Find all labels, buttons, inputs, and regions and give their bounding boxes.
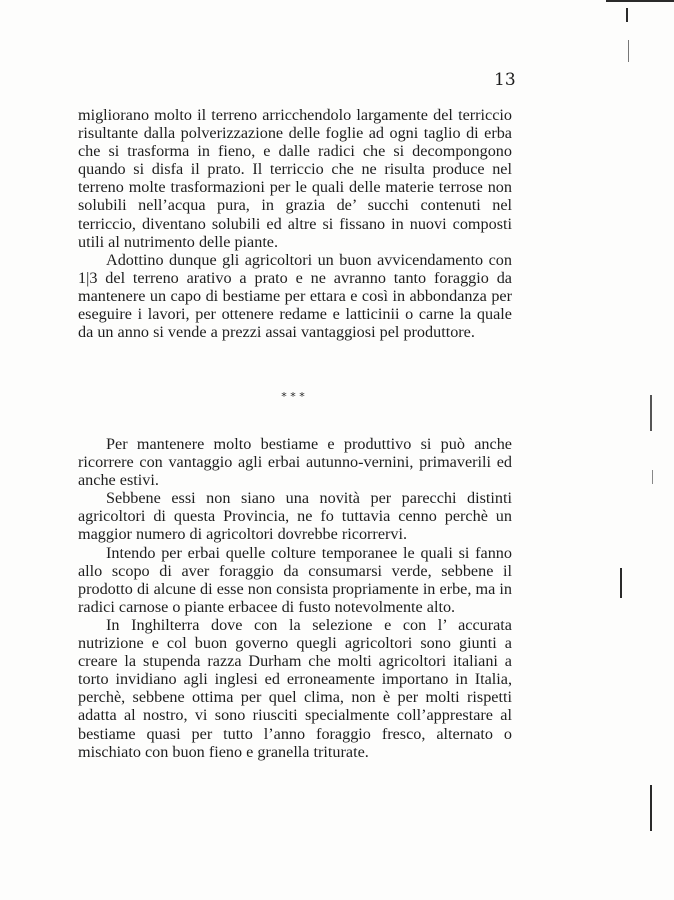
paragraph-2: Adottino dunque gli agricoltori un buon avvicendamento con 1|3 del terreno arativo a prato e ne avranno tanto foraggio da mantenere un capo di bestiame per ettara e così in abbondanza per eseguire i lavori, per ottenere redame e latticinii o carne la quale da un anno si vende a prezzi assai vantaggiosi pel produttore.: [78, 250, 512, 342]
paragraph-1: migliorano molto il terreno arricchendolo largamente del terriccio risultante dalla polverizzazione delle foglie ad ogni taglio di erba che si trasforma in fieno, e dalle radici che si decompongono quando si disfa il prato. Il terriccio che ne risulta produce nel terreno molte trasformazioni per le quali delle materie terrose non solubili nell’acqua pura, in grazia de’ succhi contenuti nel terriccio, diventano solubili ed altre si fissano in nuovi composti utili al nutrimento delle piante.: [78, 106, 512, 251]
asterism-glyph: * * *: [281, 390, 305, 403]
paragraph-5: Intendo per erbai quelle colture temporanee le quali si fanno allo scopo di aver foraggio da consumarsi verde, sebbene il prodotto di alcune di esse non consista propriamente in erbe, ma in radici carnose o piante erbacee di fusto notevolmente alto.: [78, 543, 512, 616]
page-number: 13: [494, 70, 516, 90]
scan-edge-mark: [650, 395, 652, 431]
paragraph-3: Per mantenere molto bestiame e produttivo si può anche ricorrere con vantaggio agli erbai autunno-vernini, primaverili ed anche estivi.: [78, 435, 512, 490]
section-ornament: [280, 392, 306, 401]
text-block-top: [78, 106, 512, 341]
paragraph-4: Sebbene essi non siano una novità per parecchi distinti agricoltori di questa Provincia, ne fo tuttavia cenno perchè un maggior numero di agricoltori dovrebbe ricorrervi.: [78, 489, 512, 544]
scan-edge-mark: [650, 785, 652, 831]
text-block-bottom: [78, 435, 512, 761]
scan-edge-mark: [652, 470, 653, 484]
scan-edge-mark: [620, 568, 622, 598]
paragraph-6: In Inghilterra dove con la selezione e con l’ accurata nutrizione e col buon governo quegli agricoltori sono giunti a creare la stupenda razza Durham che molti agricoltori italiani a torto invidiano agli inglesi ed erroneamente importano in Italia, perchè, sebbene ottima per quel clima, non è per molti rispetti adatta al nostro, vi sono riusciti specialmente coll’apprestare al bestiame quasi per tutto l’anno foraggio fresco, alternato o mischiato con buon fieno e granella triturate.: [78, 615, 512, 761]
scan-edge-mark: [626, 8, 628, 22]
scan-edge-mark: [606, 0, 674, 2]
scan-edge-mark: [628, 40, 629, 62]
